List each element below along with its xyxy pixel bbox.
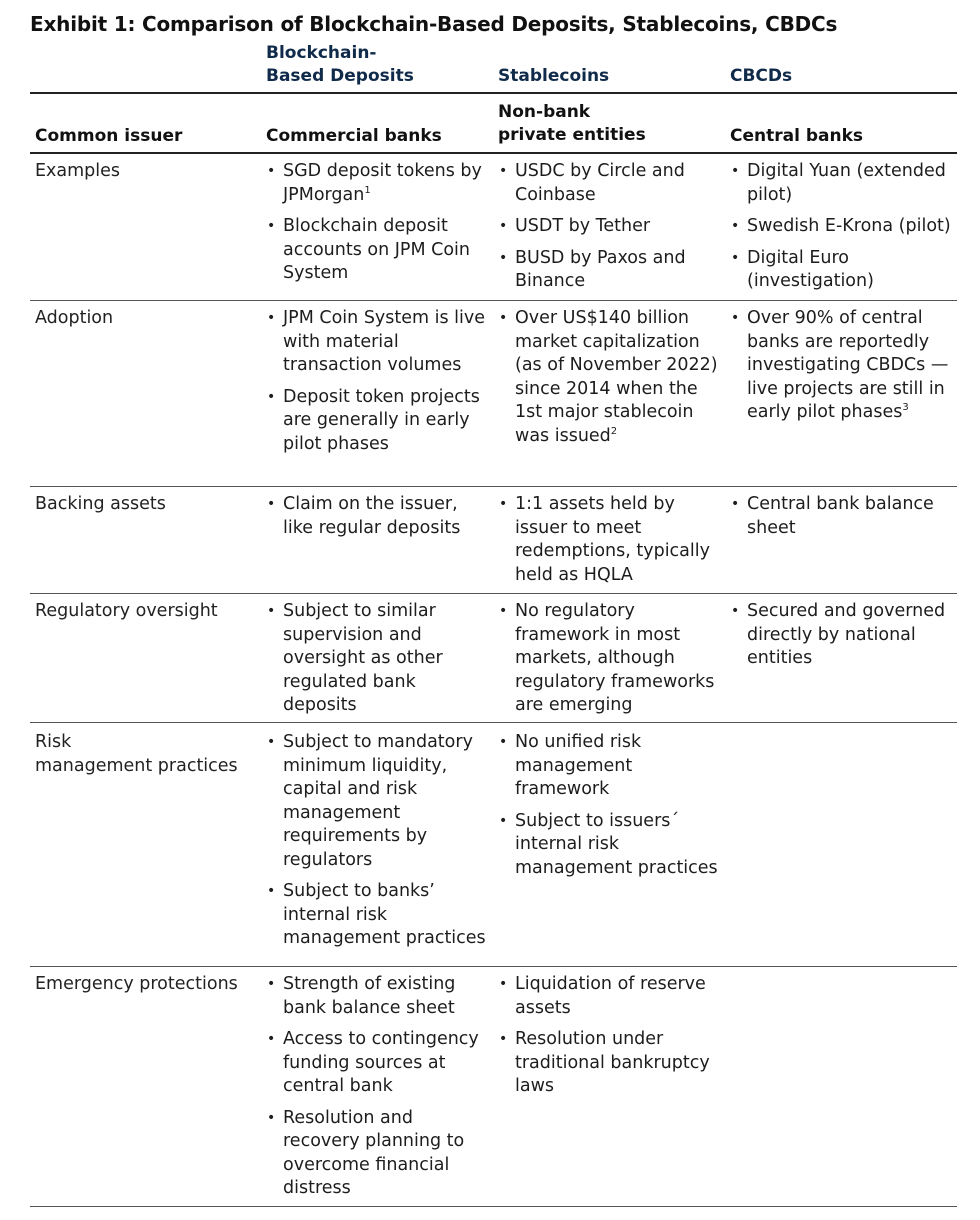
column-header-stablecoins: Stablecoins	[498, 66, 610, 86]
issuer-line: private entities	[498, 125, 646, 145]
examples-stablecoins-list	[498, 160, 726, 302]
issuer-line: Non-bank	[498, 102, 591, 122]
list-item: • Subject to banks’ internal risk management practices	[266, 880, 491, 951]
list-item: • Over 90% of central banks are reportedly investigating CBDCs — live projects are still in early pilot phases$^3$	[730, 307, 970, 425]
list-item: • Strength of existing bank balance sheet	[266, 973, 491, 1020]
regulatory-deposits-list	[266, 600, 491, 726]
list-item: • Subject to similar supervision and oversight as other regulated bank deposits	[266, 600, 491, 718]
footnote-marker: 3	[902, 402, 909, 414]
column-header-cbdcs: CBCDs	[730, 66, 793, 86]
list-item: • No unified risk management framework	[498, 731, 726, 802]
row-label-regulatory-oversight: Regulatory oversight	[35, 601, 218, 621]
issuer-divider	[30, 152, 957, 154]
list-item: • No regulatory framework in most markets, although regulatory frameworks are emerging	[498, 600, 726, 718]
backing-deposits-list	[266, 493, 491, 548]
risk-stablecoins-list	[498, 731, 726, 888]
row-divider	[30, 593, 957, 594]
list-item: • Deposit token projects are generally in early pilot phases	[266, 386, 491, 457]
list-item: • Over US$140 billion market capitalization (as of November 2022) since 2014 when the 1st major stablecoin was issued$^2$	[498, 307, 726, 448]
list-item: • JPM Coin System is live with material transaction volumes	[266, 307, 491, 378]
list-item: • Subject to mandatory minimum liquidity, capital and risk management requirements by regulators	[266, 731, 491, 872]
backing-stablecoins-list	[498, 493, 726, 595]
row-label-emergency-protections: Emergency protections	[35, 974, 238, 994]
list-item: • Central bank balance sheet	[730, 493, 970, 540]
footnote-marker: 2	[610, 425, 618, 437]
row-label-line: Risk	[35, 732, 72, 752]
list-item: • Claim on the issuer, like regular deposits	[266, 493, 491, 540]
list-item: • Digital Euro (investigation)	[730, 247, 970, 294]
row-label-examples: Examples	[35, 161, 121, 181]
list-item: • USDT by Tether	[498, 215, 726, 239]
list-item: • Subject to issuers´ internal risk management practices	[498, 810, 726, 881]
adoption-cbdc-list	[730, 307, 970, 433]
list-item: • Secured and governed directly by national entities	[730, 600, 970, 671]
list-item: • Access to contingency funding sources at central bank	[266, 1028, 491, 1099]
issuer-non-bank	[498, 101, 646, 147]
emergency-deposits-list	[266, 973, 491, 1209]
adoption-deposits-list	[266, 307, 491, 464]
regulatory-stablecoins-list	[498, 600, 726, 726]
list-item: • Digital Yuan (extended pilot)	[730, 160, 970, 207]
adoption-stablecoins-list	[498, 307, 726, 456]
issuer-commercial-banks: Commercial banks	[266, 126, 442, 146]
row-label-line: management practices	[35, 755, 238, 776]
backing-cbdc-list	[730, 493, 970, 548]
list-item: • USDC by Circle and Coinbase	[498, 160, 726, 207]
list-item: • Resolution and recovery planning to overcome financial distress	[266, 1107, 491, 1201]
examples-cbdc-list	[730, 160, 970, 302]
row-label-backing-assets: Backing assets	[35, 494, 166, 514]
column-header-line: Blockchain-	[266, 43, 377, 63]
row-label-risk-management	[35, 731, 238, 778]
issuer-row-label: Common issuer	[35, 126, 183, 146]
exhibit-title: Exhibit 1: Comparison of Blockchain-Based Deposits, Stablecoins, CBDCs	[30, 12, 838, 36]
row-divider	[30, 486, 957, 487]
footnote-marker: 1	[364, 184, 371, 196]
list-item: • SGD deposit tokens by JPMorgan$^1$	[266, 160, 491, 207]
list-item: • Liquidation of reserve assets	[498, 973, 726, 1020]
row-label-adoption: Adoption	[35, 308, 114, 328]
table-bottom-divider	[30, 1206, 957, 1207]
header-divider	[30, 92, 957, 94]
column-header-line: Based Deposits	[266, 66, 414, 86]
risk-deposits-list	[266, 731, 491, 959]
issuer-central-banks: Central banks	[730, 126, 864, 146]
list-item: • 1:1 assets held by issuer to meet redemptions, typically held as HQLA	[498, 493, 726, 587]
examples-deposits-list	[266, 160, 491, 294]
list-item: • BUSD by Paxos and Binance	[498, 247, 726, 294]
list-item: • Blockchain deposit accounts on JPM Coin System	[266, 215, 491, 286]
regulatory-cbdc-list	[730, 600, 970, 679]
column-header-blockchain-deposits	[266, 42, 414, 88]
list-item: • Swedish E-Krona (pilot)	[730, 215, 970, 239]
row-divider	[30, 722, 957, 723]
list-item: • Resolution under traditional bankruptcy laws	[498, 1028, 726, 1099]
emergency-stablecoins-list	[498, 973, 726, 1107]
row-divider	[30, 300, 957, 301]
row-divider	[30, 966, 957, 967]
